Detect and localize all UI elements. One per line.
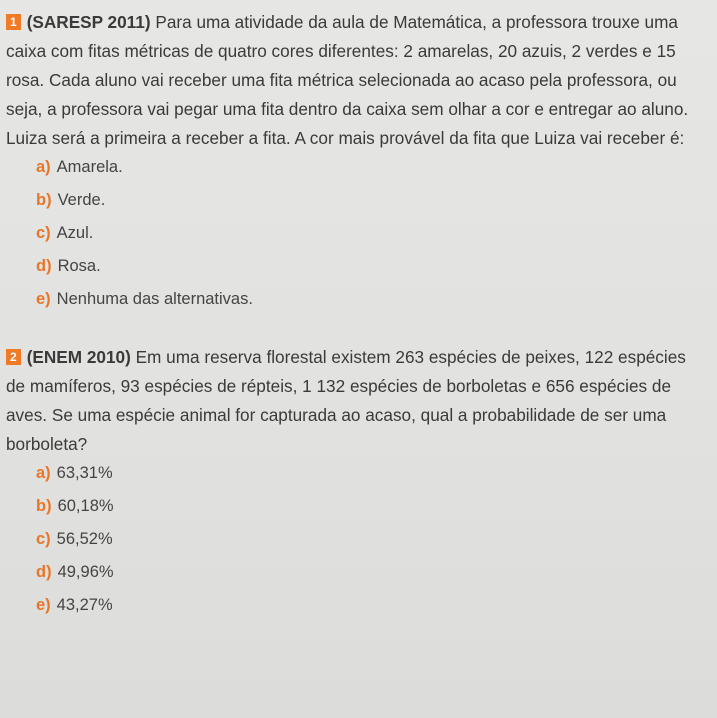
question-2 [6, 343, 706, 628]
option-b[interactable] [36, 190, 706, 223]
question-source: (SARESP 2011) [26, 12, 151, 32]
answer-options [6, 463, 706, 628]
option-letter: a) [36, 464, 51, 482]
option-c[interactable] [36, 529, 706, 562]
option-text: 63,31% [56, 464, 113, 482]
option-letter: b) [36, 497, 52, 515]
question-1 [6, 8, 706, 322]
option-text: 43,27% [56, 596, 113, 614]
option-a[interactable] [36, 463, 706, 496]
option-text: 60,18% [57, 497, 114, 515]
option-e[interactable] [36, 289, 706, 322]
question-text: Para uma atividade da aula de Matemática, a professora trouxe uma caixa com fitas métricas de quatro cores diferentes: 2 amarelas, 20 azuis, 2 verdes e 15 rosa. Cada aluno vai receber uma fita métrica selecionada ao acaso pela professora, ou seja, a professora vai pegar uma fita dentro da caixa sem olhar a cor e entregar ao aluno. Luiza será a primeira a receber a fita. A cor mais provável da fita que Luiza vai receber é: [6, 12, 689, 148]
question-source: (ENEM 2010) [26, 347, 131, 367]
question-number-badge: 2 [6, 349, 21, 365]
option-text: Rosa. [57, 257, 101, 275]
option-d[interactable] [36, 256, 706, 289]
option-letter: c) [36, 224, 51, 242]
option-letter: c) [36, 530, 51, 548]
answer-options [6, 157, 706, 322]
question-2-statement [6, 343, 706, 459]
question-text: Em uma reserva florestal existem 263 espécies de peixes, 122 espécies de mamíferos, 93 espécies de répteis, 1 132 espécies de borboletas e 656 espécies de aves. Se uma espécie animal for capturada ao acaso, qual a probabilidade de ser uma borboleta? [6, 347, 686, 454]
question-1-statement [6, 8, 706, 153]
option-letter: a) [36, 158, 51, 176]
option-text: 56,52% [56, 530, 113, 548]
option-e[interactable] [36, 595, 706, 628]
option-text: Nenhuma das alternativas. [56, 290, 253, 308]
option-text: 49,96% [57, 563, 114, 581]
option-b[interactable] [36, 496, 706, 529]
option-c[interactable] [36, 223, 706, 256]
option-letter: e) [36, 596, 51, 614]
option-text: Verde. [57, 191, 106, 209]
option-d[interactable] [36, 562, 706, 595]
option-letter: e) [36, 290, 51, 308]
option-letter: d) [36, 563, 52, 581]
option-letter: d) [36, 257, 52, 275]
option-text: Azul. [56, 224, 94, 242]
question-number-badge: 1 [6, 14, 21, 30]
option-letter: b) [36, 191, 52, 209]
option-a[interactable] [36, 157, 706, 190]
option-text: Amarela. [56, 158, 123, 176]
